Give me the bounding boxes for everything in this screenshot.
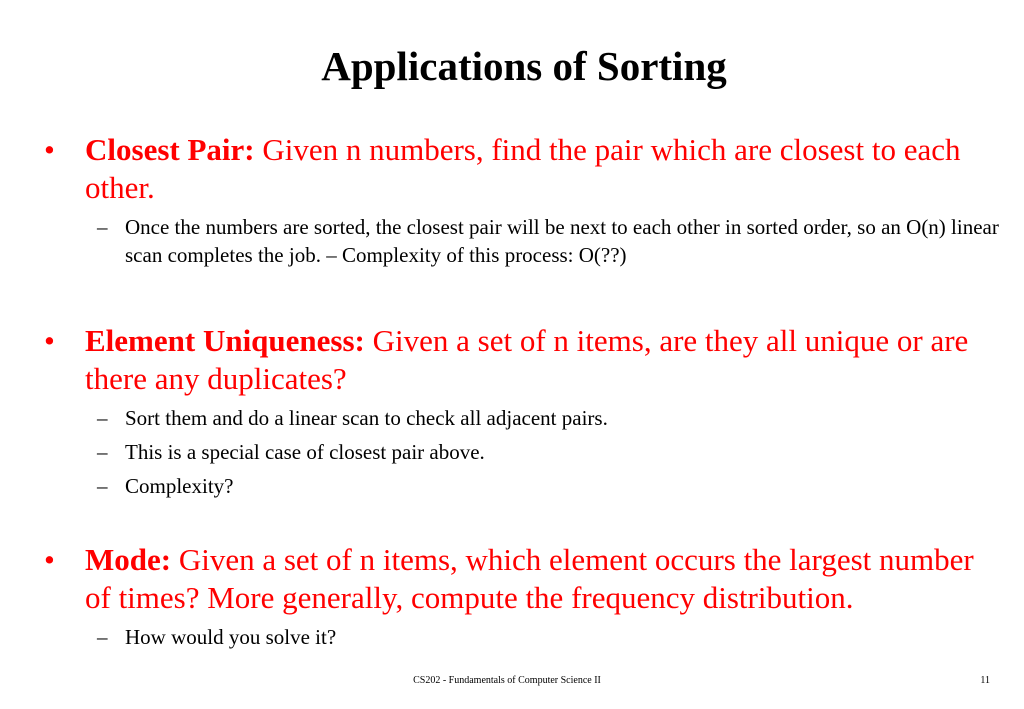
sub-item <box>44 623 1004 651</box>
sub-marker: – <box>97 440 108 464</box>
sub-marker: – <box>97 474 108 498</box>
footer-course: CS202 - Fundamentals of Computer Science II <box>413 675 601 686</box>
sub-item-text: Once the numbers are sorted, the closest pair will be next to each other in sorted order, so an O(n) linear scan completes the job. – Complexity of this process: O(??) <box>125 215 999 267</box>
bullet-line <box>44 322 1004 398</box>
bullet-text: Given n numbers, find the pair which are closest to each other. <box>85 132 961 205</box>
sub-item-text: Complexity? <box>125 474 234 498</box>
sub-item <box>44 472 1004 500</box>
bullet-closest-pair <box>44 131 1004 269</box>
bullet-text: Given a set of n items, are they all unique or are there any duplicates? <box>85 323 969 396</box>
sub-item-text: How would you solve it? <box>125 625 337 649</box>
slide-title: Applications of Sorting <box>321 43 727 89</box>
bullet-term: Closest Pair: <box>85 132 255 167</box>
sub-marker: – <box>97 215 108 239</box>
sub-item <box>44 213 1004 269</box>
bullet-line <box>44 131 1004 207</box>
bullet-marker: • <box>44 323 55 358</box>
bullet-marker: • <box>44 132 55 167</box>
sub-item <box>44 404 1004 432</box>
sub-marker: – <box>97 406 108 430</box>
sub-item-text: This is a special case of closest pair above. <box>125 440 485 464</box>
bullet-text: Given a set of n items, which element occurs the largest number of times? More generally, compute the frequency distribution. <box>85 542 974 615</box>
sub-item-text: Sort them and do a linear scan to check all adjacent pairs. <box>125 406 608 430</box>
footer-page-number: 11 <box>980 675 990 686</box>
bullet-mode <box>44 541 1004 651</box>
sub-item <box>44 438 1004 466</box>
bullet-term: Element Uniqueness: <box>85 323 365 358</box>
bullet-marker: • <box>44 542 55 577</box>
bullet-term: Mode: <box>85 542 172 577</box>
bullet-line <box>44 541 1004 617</box>
bullet-element-uniqueness <box>44 322 1004 500</box>
sub-marker: – <box>97 625 108 649</box>
